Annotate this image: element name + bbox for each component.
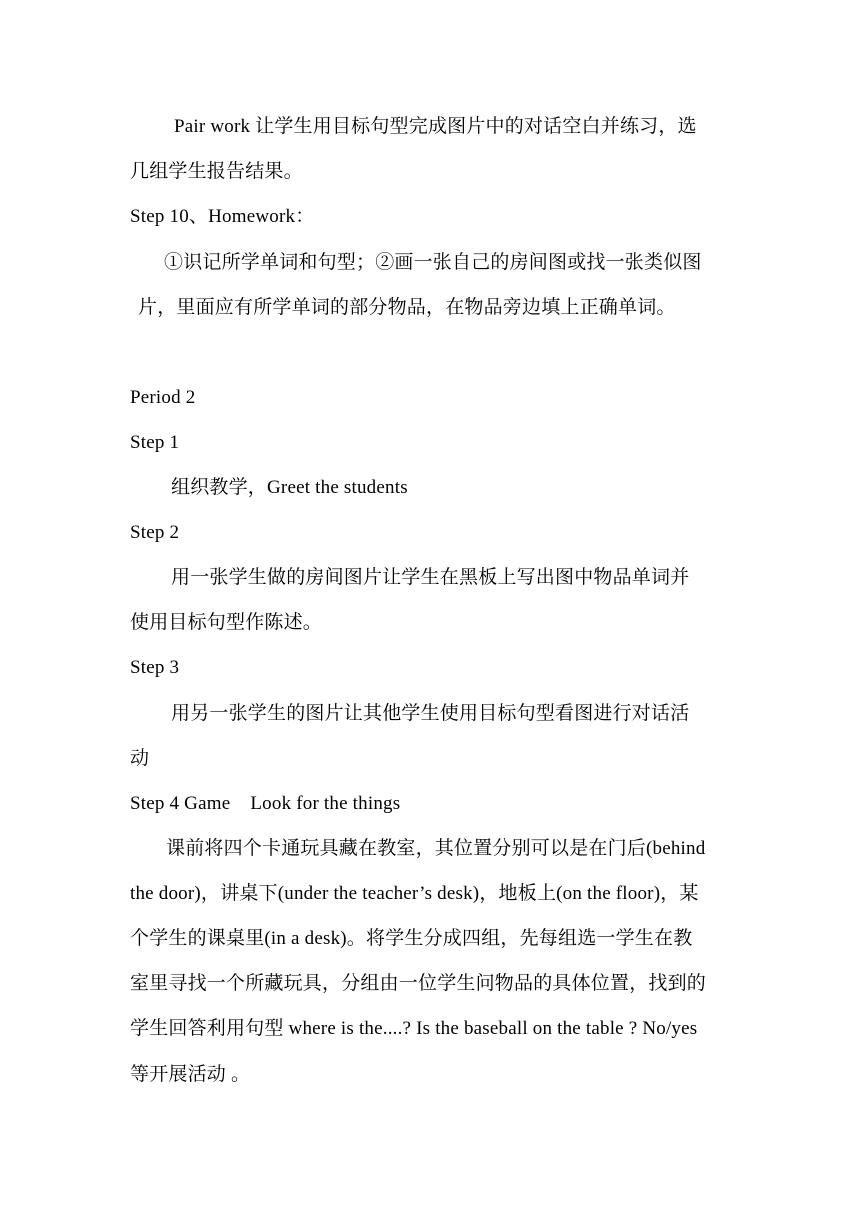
step-4-text-line-1: 课前将四个卡通玩具藏在教室，其位置分别可以是在门后(behind <box>166 838 706 859</box>
step-1-heading: Step 1 <box>130 432 180 453</box>
step-10-heading: Step 10、Homework： <box>130 206 315 227</box>
step-2-heading: Step 2 <box>130 522 180 543</box>
step-4-text-line-5: 学生回答利用句型 where is the....? Is the baseball on the table ? No/yes <box>130 1018 698 1039</box>
homework-line-2: 片，里面应有所学单词的部分物品，在物品旁边填上正确单词。 <box>138 297 676 318</box>
step-4-text-line-4: 室里寻找一个所藏玩具，分组由一位学生问物品的具体位置，找到的 <box>130 973 707 994</box>
step-2-text-line-1: 用一张学生做的房间图片让学生在黑板上写出图中物品单词并 <box>171 567 690 588</box>
step-4-heading <box>130 790 400 818</box>
step-4-text-line-2: the door)，讲桌下(under the teacher’s desk)，地板上(on the floor)，某 <box>130 883 699 904</box>
step-2-text-line-2: 使用目标句型作陈述。 <box>130 612 323 633</box>
step-3-heading: Step 3 <box>130 657 180 678</box>
step-4-text-line-6: 等开展活动 。 <box>130 1064 251 1085</box>
paragraph-pair-work-line-2: 几组学生报告结果。 <box>130 161 303 182</box>
step-4-game-name: Look for the things <box>250 793 401 814</box>
homework-line-1: ①识记所学单词和句型；②画一张自己的房间图或找一张类似图 <box>164 252 702 273</box>
step-4-text-line-3: 个学生的课桌里(in a desk)。将学生分成四组，先每组选一学生在教 <box>130 928 693 949</box>
paragraph-pair-work-line-1: Pair work 让学生用目标句型完成图片中的对话空白并练习，选 <box>174 116 697 137</box>
step-3-text-line-2: 动 <box>130 748 150 769</box>
step-1-text: 组织教学，Greet the students <box>171 477 408 498</box>
step-3-text-line-1: 用另一张学生的图片让其他学生使用目标句型看图进行对话活 <box>171 703 690 724</box>
step-4-title: Step 4 Game <box>130 793 231 814</box>
period-2-heading: Period 2 <box>130 387 196 408</box>
